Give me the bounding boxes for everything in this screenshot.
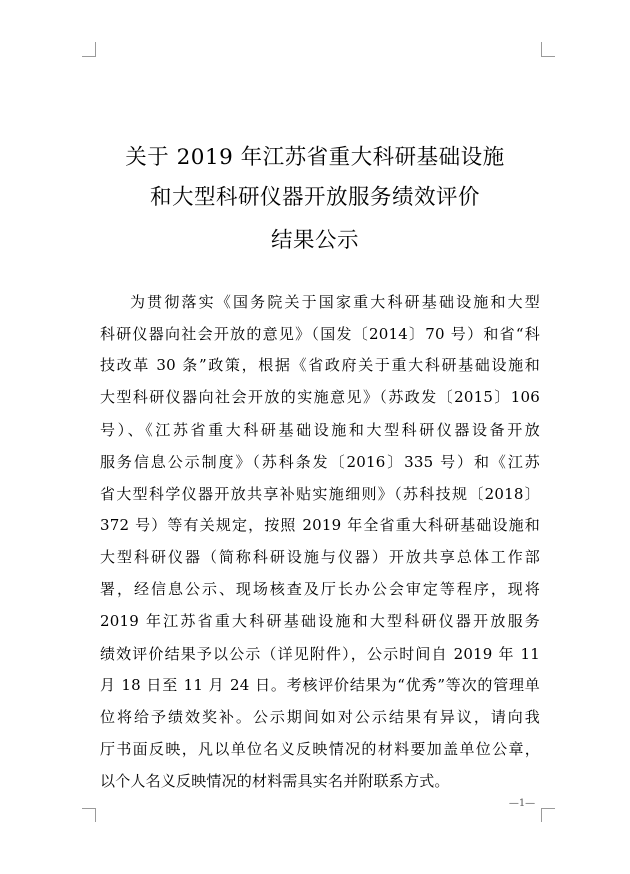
crop-mark-bottom-left-horizontal [82,808,96,809]
crop-mark-top-left-vertical [95,42,96,56]
crop-mark-bottom-left-vertical [95,808,96,822]
body-line: 服务信息公示制度》（苏科条发〔2016〕335 号）和《江苏 [100,453,540,471]
body-line: 月 18 日至 11 月 24 日。考核评价结果为“优秀”等次的管理单 [100,676,540,694]
body-line: 科研仪器向社会开放的意见》（国发〔2014〕70 号）和省“科 [100,325,540,343]
body-line: 372 号）等有关规定，按照 2019 年全省重大科研基础设施和 [100,516,540,534]
body-line: 省大型科学仪器开放共享补贴实施细则》（苏科技规〔2018〕 [100,485,540,503]
body-line: 署，经信息公示、现场核查及厅长办公会审定等程序，现将 [100,580,540,598]
page-number: —1— [508,798,536,809]
body-line: 技改革 30 条”政策，根据《省政府关于重大科研基础设施和 [100,356,540,374]
body-line: 绩效评价结果予以公示（详见附件），公示时间自 2019 年 11 [100,645,540,663]
body-line: 以个人名义反映情况的材料需具实名并附联系方式。 [100,772,450,790]
crop-mark-top-right-horizontal [541,56,555,57]
title-line-2: 和大型科研仪器开放服务绩效评价 [149,185,480,210]
body-line: 位将给予绩效奖补。公示期间如对公示结果有异议，请向我 [100,708,540,726]
body-line: 大型科研仪器（简称科研设施与仪器）开放共享总体工作部 [100,548,540,566]
body-line: 为贯彻落实《国务院关于国家重大科研基础设施和大型 [130,293,540,311]
body-line: 厅书面反映，凡以单位名义反映情况的材料要加盖单位公章， [100,740,540,758]
title-line-3: 结果公示 [270,228,359,253]
body-line: 大型科研仪器向社会开放的实施意见》（苏政发〔2015〕106 [100,388,540,406]
crop-mark-top-right-vertical [541,42,542,56]
body-line: 2019 年江苏省重大科研基础设施和大型科研仪器开放服务 [100,612,540,630]
crop-mark-top-left-horizontal [82,56,96,57]
title-line-1: 关于 2019 年江苏省重大科研基础设施 [125,145,505,170]
body-line: 号）、《江苏省重大科研基础设施和大型科研仪器设备开放 [100,421,540,439]
crop-mark-bottom-right-vertical [541,808,542,822]
crop-mark-bottom-right-horizontal [541,808,555,809]
